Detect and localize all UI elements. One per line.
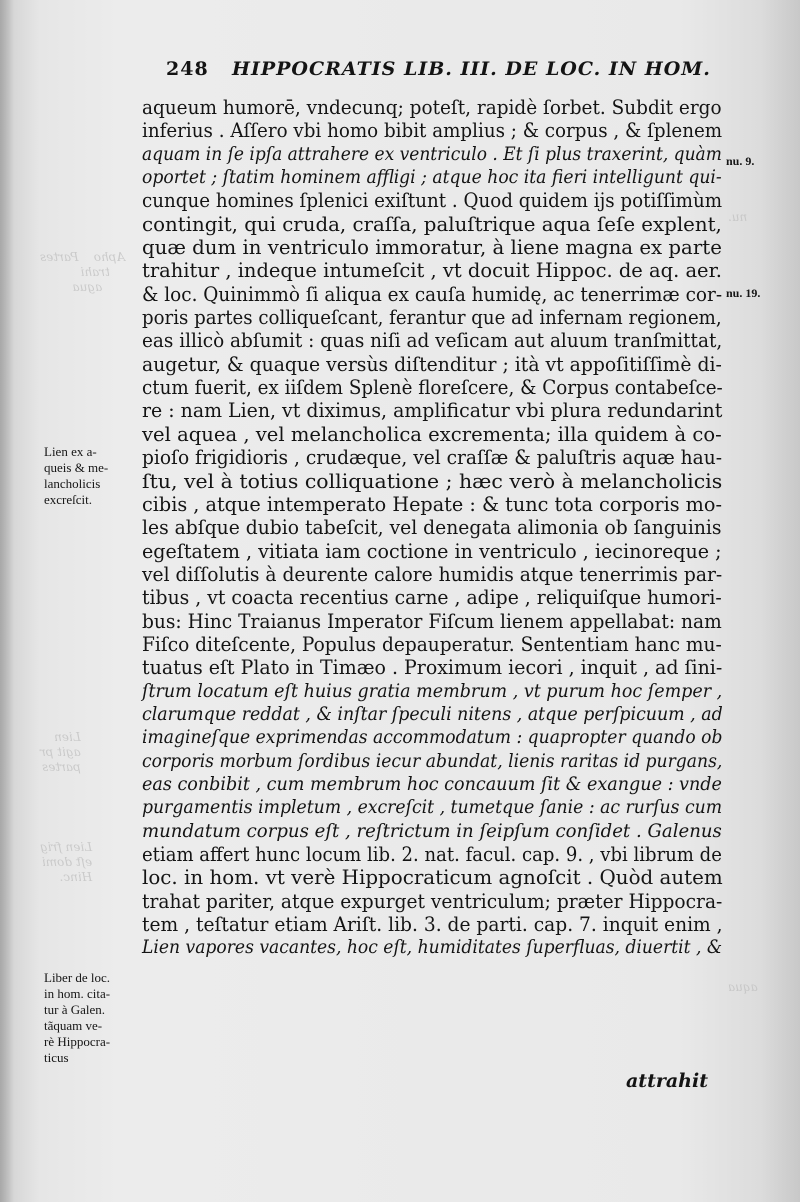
marginal-note-line: queis & me- [44, 460, 109, 475]
text-line: eas illicò abſumit : quas niſi ad veſicam aut aluum tranſmittat, [142, 329, 723, 353]
text-line: clarumque reddat , & inſtar ſpeculi nitens , atque perſpicuum , ad [142, 703, 723, 725]
text-line: aqueum humorē, vndecunq; poteſt, rapidè ſorbet. Subdit ergo [142, 96, 722, 119]
text-line: tem , teſtatur etiam Ariſt. lib. 3. de parti. cap. 7. inquit enim , [142, 913, 723, 937]
text-line: loc. in hom. vt verè Hippocraticum agnoſcit . Quòd autem [142, 866, 723, 890]
marginal-note-line: in hom. cita- [44, 986, 111, 1001]
marginal-note-number-9: nu. 9. [726, 154, 755, 168]
text-line: contingit, qui cruda, craſſa, paluſtrique aqua ſeſe explent, [142, 212, 722, 236]
text-line: trahitur , indeque intumeſcit , vt docuit Hippoc. de aq. aer. [142, 259, 722, 283]
text-line: les abſque dubio tabeſcit, vel denegata alimonia ob ſanguinis [142, 516, 722, 540]
page-number: 248 [166, 58, 209, 80]
text-line: pioſo frigidioris , crudæque, vel craſſæ & paluſtris aquæ hau- [142, 446, 722, 470]
running-title: HIPPOCRATIS LIB. III. DE LOC. IN HOM. [232, 58, 711, 80]
main-text-block [142, 96, 722, 960]
text-line: bus: Hinc Traianus Imperator Fiſcum lienem appellabat: nam [142, 609, 722, 633]
text-line: augetur, & quaque versùs diſtenditur ; ità vt appoſitiſſimè di- [142, 352, 722, 376]
text-line: vel diſſolutis à deurente calore humidis atque tenerrimis par- [142, 562, 723, 586]
text-line: poris partes colliqueſcant, ferantur que ad infernam regionem, [142, 306, 722, 330]
bleed-through-text: Lien frig eſt domi Hinc. [40, 840, 93, 884]
marginal-note-line: Lien ex a- [44, 444, 97, 459]
marginal-note-line: lancholicis [44, 476, 101, 491]
text-line: purgamentis impletum , excreſcit , tumetque ſanie : ac rurſus cum [142, 797, 723, 819]
running-head [150, 56, 710, 90]
text-line: vel aquea , vel melancholica excrementa; illa quidem à co- [142, 422, 722, 446]
text-line: ſtrum locatum eſt huius gratia membrum , vt purum hoc ſemper , [142, 680, 723, 702]
text-line: cunque homines ſplenici exiſtunt . Quod quidem ijs potiſſimùm [142, 189, 723, 213]
text-line: re : nam Lien, vt diximus, amplificatur vbi plura redundarint [142, 399, 723, 423]
text-line: inferius . Aſſero vbi homo bibit amplius ; & corpus , & ſplenem [142, 119, 723, 143]
marginal-note-line: excreſcit. [44, 492, 92, 507]
marginal-note-number-19: nu. 19. [726, 286, 761, 300]
bleed-through-text: nu. [728, 210, 748, 224]
text-line: ſtu, vel à totius colliquatione ; hæc verò à melancholicis [142, 469, 723, 493]
text-line: Lien vapores vacantes, hoc eſt, humiditates ſuperfluas, diuertit , & [142, 937, 723, 959]
marginal-note-lien [44, 444, 108, 508]
bleed-through-text: aqua [728, 980, 758, 994]
text-line: aquam in ſe ipſa attrahere ex ventriculo . Et ſi plus traxerint, quàm [142, 143, 722, 165]
text-line: mundatum corpus eſt , reſtrictum in ſeipſum conſidet . Galenus [142, 820, 722, 842]
marginal-note-line: ticus [44, 1050, 69, 1065]
marginal-note-line: tãquam ve- [44, 1018, 103, 1033]
catchword: attrahit [626, 1070, 708, 1092]
text-line: trahat pariter, atque expurget ventriculum; præter Hippocra- [142, 889, 723, 913]
spine-shadow [0, 0, 14, 1202]
text-line: oportet ; ſtatim hominem affligi ; atque hoc ita fieri intelligunt qui- [142, 167, 722, 189]
text-line: imagineſque exprimendas accommodatum : quapropter quando ob [142, 727, 723, 749]
text-line: ctum fuerit, ex iiſdem Splenè floreſcere, & Corpus contabeſce- [142, 376, 723, 400]
marginal-note-line: tur à Galen. [44, 1002, 106, 1017]
text-line: tuatus eſt Plato in Timæo . Proximum iecori , inquit , ad ſini- [142, 656, 723, 680]
text-line: Fiſco diteſcente, Populus depauperatur. Sententiam hanc mu- [142, 632, 722, 656]
text-line: cibis , atque intemperato Hepate : & tunc tota corporis mo- [142, 492, 722, 516]
marginal-note-liber [44, 970, 110, 1066]
marginal-note-line: Liber de loc. [44, 970, 111, 985]
text-line: corporis morbum ſordibus iecur abundat, lienis raritas id purgans, [142, 750, 723, 772]
text-line: etiam affert hunc locum lib. 2. nat. facul. cap. 9. , vbi librum de [142, 843, 722, 866]
bleed-through-text: Lien agit pr partes [40, 730, 81, 774]
text-line: eas conbibit , cum membrum hoc concauum ſit & exangue : vnde [142, 773, 722, 795]
text-line: tibus , vt coacta recentius carne , adipe , reliquiſque humori- [142, 586, 722, 610]
text-line: & loc. Quinimmò ſi aliqua ex cauſa humidę, ac tenerrimæ cor- [142, 282, 723, 306]
text-line: quæ dum in ventriculo immoratur, à liene magna ex parte [142, 236, 722, 260]
bleed-through-text: Apho Partes trahi agua [40, 250, 126, 294]
marginal-note-line: rè Hippocra- [44, 1034, 111, 1049]
text-line: egeſtatem , vitiata iam coctione in ventriculo , iecinoreque ; [142, 539, 722, 563]
